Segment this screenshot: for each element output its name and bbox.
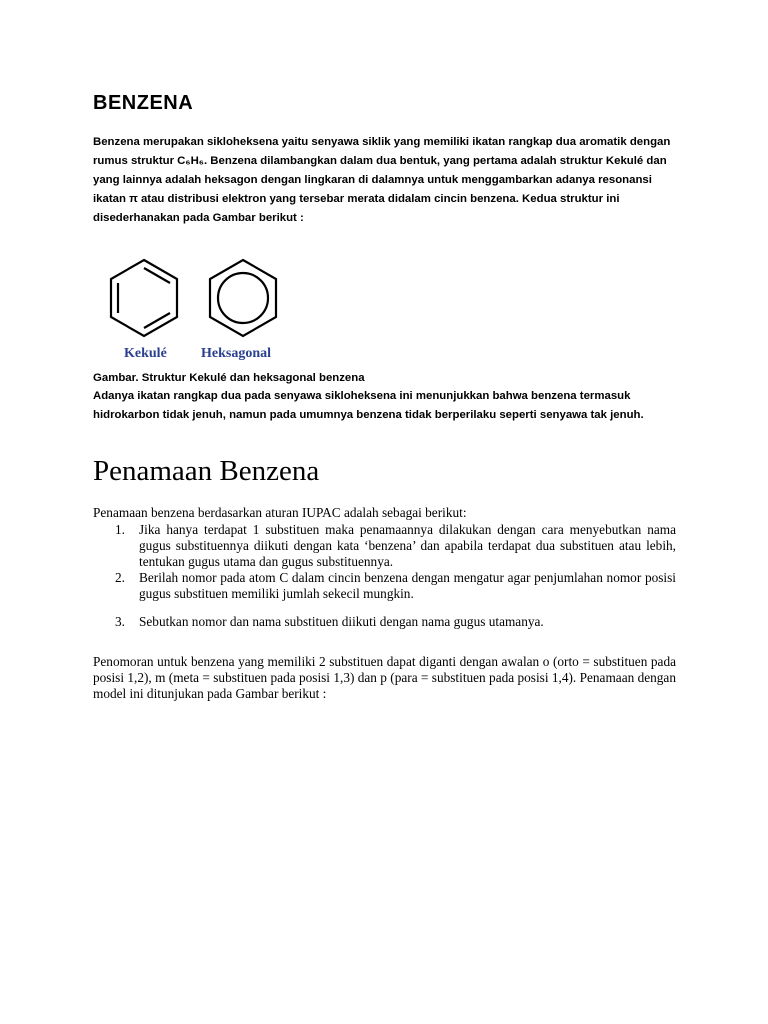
unsaturation-paragraph: Adanya ikatan rangkap dua pada senyawa sikloheksena ini menunjukkan bahwa benzena termasuk hidrokarbon tidak jenuh, namun pada umumnya benzena tidak berperilaku seperti senyawa tak jenuh. [93,390,644,421]
intro-paragraph: Benzena merupakan sikloheksena yaitu senyawa siklik yang memiliki ikatan rangkap dua aromatik dengan rumus struktur C₆H₆. Benzena dilambangkan dalam dua bentuk, yang pertama adalah struktur Kekulé dan yang lainnya adalah heksagon dengan lingkaran di dalamnya untuk menggambarkan adanya resonansi ikatan π atau distribusi elektron yang tersebar merata didalam cincin benzena. Kedua struktur ini disederhanakan pada Gambar berikut : [93,136,671,224]
document-heading: BENZENA [93,92,194,114]
kekule-structure [111,260,177,336]
kekule-label: Kekulé [124,346,167,361]
section-title: Penamaan Benzena [93,455,320,487]
list-item [93,570,676,602]
list-item [93,614,676,630]
benzene-structures-figure [104,252,304,364]
naming-rules-list [93,522,676,630]
hexagonal-label: Heksagonal [201,346,272,361]
numbering-paragraph: Penomoran untuk benzena yang memiliki 2 substituen dapat diganti dengan awalan o (orto = substituen pada posisi 1,2), m (meta = substituen pada posisi 1,3) dan p (para = substituen pada posisi 1,4). Penamaan dengan model ini ditunjukan pada Gambar berikut : [93,654,676,701]
list-item [93,522,676,570]
list-text: Berilah nomor pada atom C dalam cincin benzena dengan mengatur agar penjumlahan nomor posisi gugus substituen memiliki jumlah sekecil mungkin. [139,570,676,601]
iupac-intro: Penamaan benzena berdasarkan aturan IUPAC adalah sebagai berikut: [93,505,467,520]
list-number: 1. [115,522,125,537]
list-number: 3. [115,614,125,629]
list-number: 2. [115,570,125,585]
list-text: Jika hanya terdapat 1 substituen maka penamaannya dilakukan dengan cara menyebutkan nama gugus substituennya diikuti dengan kata ‘benzena’ dan apabila terdapat dua substituen atau lebih, tentukan gugus utama dan gugus substituennya. [139,522,676,569]
figure-caption: Gambar. Struktur Kekulé dan heksagonal benzena [93,372,365,384]
hexagonal-structure [210,260,276,336]
list-text: Sebutkan nomor dan nama substituen diikuti dengan nama gugus utamanya. [139,614,544,629]
